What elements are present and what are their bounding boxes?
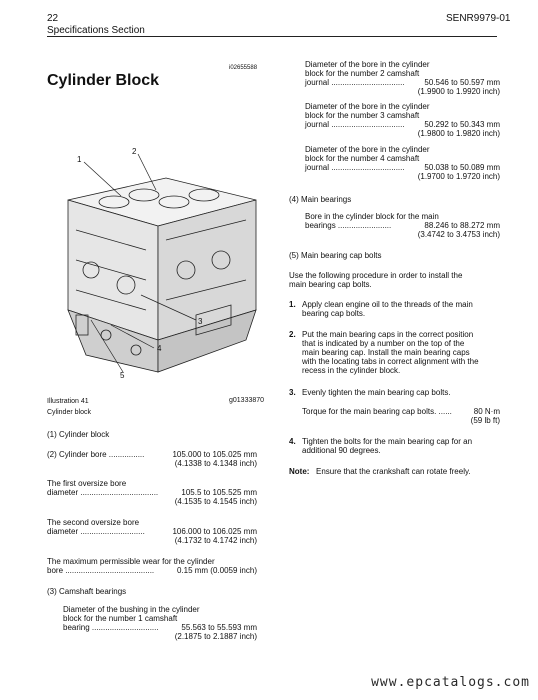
note-text: Ensure that the crankshaft can rotate freely.	[316, 467, 471, 476]
step-2-text-4: with the locating tabs in correct alignment with the	[302, 357, 479, 366]
page-title: Cylinder Block	[47, 72, 160, 89]
callout-2: 2	[132, 147, 137, 156]
spec-wear-value: 0.15 mm (0.0059 inch)	[176, 566, 257, 575]
step-4-text: Tighten the bolts for the main bearing cap for an	[302, 437, 473, 446]
step-1-number: 1.	[289, 300, 296, 309]
callout-1: 1	[77, 155, 82, 164]
spec-cylinder-block: (1) Cylinder block	[47, 430, 110, 439]
spec-cam4-label2: block for the number 4 camshaft	[305, 154, 420, 163]
spec-cam1-label2: block for the number 1 camshaft	[63, 614, 178, 623]
spec-cam3-label3: journal .................................	[305, 120, 405, 129]
section-name: Specifications Section	[47, 25, 145, 36]
step-4-text-2: additional 90 degrees.	[302, 446, 381, 455]
spec-cam2-label3: journal .................................	[305, 78, 405, 87]
spec-cam4-value: 50.038 to 50.089 mm	[424, 163, 500, 172]
spec-main-bearings-heading: (4) Main bearings	[289, 195, 352, 204]
spec-main-bearings-label2: bearings ........................	[305, 221, 392, 230]
spec-cam2-label: Diameter of the bore in the cylinder	[305, 60, 430, 69]
watermark-text: www.epcatalogs.com	[371, 675, 530, 690]
spec-wear-label: The maximum permissible wear for the cylinder	[47, 557, 215, 566]
spec-bore-value-inch: (4.1338 to 4.1348 inch)	[174, 459, 257, 468]
document-id: SENR9979-01	[446, 13, 511, 24]
spec-oversize1-label2: diameter ...................................	[47, 488, 159, 497]
spec-cam3-label2: block for the number 3 camshaft	[305, 111, 420, 120]
spec-cam2-value-inch: (1.9900 to 1.9920 inch)	[417, 87, 500, 96]
header-rule	[47, 36, 497, 37]
torque-value-imperial: (59 lb ft)	[470, 416, 500, 425]
illustration-id: g01333870	[229, 397, 265, 404]
step-2-number: 2.	[289, 330, 296, 339]
spec-oversize2-label: The second oversize bore	[47, 518, 140, 527]
spec-oversize1-value-inch: (4.1535 to 4.1545 inch)	[174, 497, 257, 506]
procedure-intro-2: main bearing cap bolts.	[289, 280, 372, 289]
spec-cam3-label: Diameter of the bore in the cylinder	[305, 102, 430, 111]
illustration-number: Illustration 41	[47, 398, 89, 405]
illustration-caption: Cylinder block	[47, 409, 91, 416]
callout-3: 3	[198, 317, 203, 326]
spec-bore-value: 105.000 to 105.025 mm	[172, 450, 257, 459]
torque-label: Torque for the main bearing cap bolts. ......	[302, 407, 452, 416]
step-2-text-3: main bearing cap. Install the main bearing caps	[302, 348, 470, 357]
spec-cam3-value-inch: (1.9800 to 1.9820 inch)	[417, 129, 500, 138]
spec-bore-label: (2) Cylinder bore ................	[47, 450, 145, 459]
step-3-text: Evenly tighten the main bearing cap bolts.	[302, 388, 451, 397]
procedure-intro: Use the following procedure in order to install the	[289, 271, 463, 280]
step-2-text: Put the main bearing caps in the correct position	[302, 330, 474, 339]
step-1-text: Apply clean engine oil to the threads of the main	[302, 300, 473, 309]
step-2-text-5: recess in the cylinder block.	[302, 366, 401, 375]
spec-cam1-value: 55.563 to 55.593 mm	[181, 623, 257, 632]
callout-4: 4	[157, 344, 162, 353]
spec-cam2-label2: block for the number 2 camshaft	[305, 69, 420, 78]
spec-main-bearings-label: Bore in the cylinder block for the main	[305, 212, 439, 221]
callout-5: 5	[120, 371, 125, 378]
spec-oversize1-label: The first oversize bore	[47, 479, 127, 488]
spec-cam4-label3: journal .................................	[305, 163, 405, 172]
spec-cam2-value: 50.546 to 50.597 mm	[424, 78, 500, 87]
spec-cam1-value-inch: (2.1875 to 2.1887 inch)	[174, 632, 257, 641]
step-2-text-2: that is indicated by a number on the top of the	[302, 339, 465, 348]
step-1-text-2: bearing cap bolts.	[302, 309, 366, 318]
spec-cam3-value: 50.292 to 50.343 mm	[424, 120, 500, 129]
spec-main-bearings-value-inch: (3.4742 to 3.4753 inch)	[417, 230, 500, 239]
spec-oversize2-value-inch: (4.1732 to 4.1742 inch)	[174, 536, 257, 545]
spec-wear-label2: bore ........................................	[47, 566, 155, 575]
step-4-number: 4.	[289, 437, 296, 446]
spec-cam1-label: Diameter of the bushing in the cylinder	[63, 605, 200, 614]
spec-main-bearings-value: 88.246 to 88.272 mm	[424, 221, 500, 230]
spec-oversize2-value: 106.000 to 106.025 mm	[172, 527, 257, 536]
torque-value: 80 N·m	[473, 407, 500, 416]
spec-oversize2-label2: diameter .............................	[47, 527, 145, 536]
spec-oversize1-value: 105.5 to 105.525 mm	[181, 488, 257, 497]
spec-camshaft-heading: (3) Camshaft bearings	[47, 587, 127, 596]
title-reference-id: i02655588	[229, 65, 258, 71]
spec-cam4-value-inch: (1.9700 to 1.9720 inch)	[417, 172, 500, 181]
spec-cap-bolts-heading: (5) Main bearing cap bolts	[289, 251, 382, 260]
spec-cam4-label: Diameter of the bore in the cylinder	[305, 145, 430, 154]
note-label: Note:	[289, 467, 310, 476]
cylinder-block-illustration	[46, 140, 271, 378]
step-3-number: 3.	[289, 388, 296, 397]
page-number: 22	[47, 13, 59, 24]
spec-cam1-label3: bearing ..............................	[63, 623, 159, 632]
